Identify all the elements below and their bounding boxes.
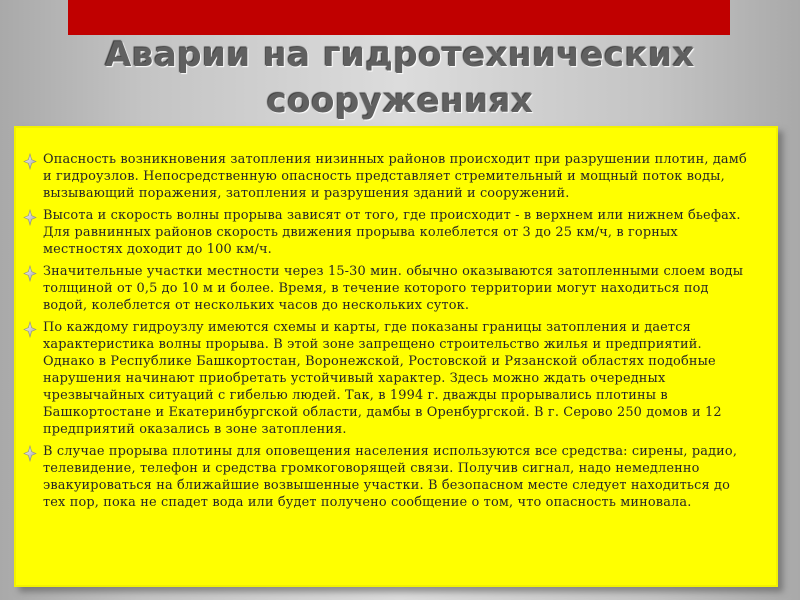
bullet-text: В случае прорыва плотины для оповещения населения используются все средства: сирены, радио, телевидение, телефон и средства громкоговорящей связи. Получив сигнал, надо немедленно эвакуироваться на ближайшие возвышенные участки. В безопасном месте следует находиться до тех пор, пока не спадет вода или будет получено сообщение о том, что опасность миновала. <box>43 444 738 510</box>
sparkle-bullet-icon <box>23 265 37 282</box>
bullet-text: По каждому гидроузлу имеются схемы и карты, где показаны границы затопления и дается характеристика волны прорыва. В этой зоне запрещено строительство жилья и предприятий. Однако в Республике Башкортостан, Воронежской, Ростовской и Рязанской областях подобные нарушения начинают приобретать устойчивый характер. Здесь можно ждать очередных чрезвычайных ситуаций с гибелью людей. Так, в 1994 г. дважды прорывались плотины в Башкортостане и Екатеринбургской области, дамбы в Оренбургской. В г. Серово 250 домов и 12 предприятий оказались в зоне затопления. <box>43 320 722 437</box>
bullet-text: Высота и скорость волны прорыва зависят от того, где происходит - в верхнем или нижнем бьефах. Для равнинных районов скорость движения прорыва колеблется от 3 до 25 км/ч, в горных местностях доходит до 100 км/ч. <box>43 208 741 257</box>
bullet-item <box>23 207 756 258</box>
bullet-item <box>23 151 756 202</box>
bullet-item <box>23 319 756 438</box>
bullet-item <box>23 263 756 314</box>
bullet-text: Значительные участки местности через 15-30 мин. обычно оказываются затопленными слоем воды толщиной от 0,5 до 10 м и более. Время, в течение которого территории могут находиться под водой, колеблется от нескольких часов до нескольких суток. <box>43 264 744 313</box>
bullet-text: Опасность возникновения затопления низинных районов происходит при разрушении плотин, дамб и гидроузлов. Непосредственную опасность представляет стремительный и мощный поток воды, вызывающий поражения, затопления и разрушения зданий и сооружений. <box>43 152 747 201</box>
sparkle-bullet-icon <box>23 321 37 338</box>
content-box <box>14 126 778 587</box>
sparkle-bullet-icon <box>23 153 37 170</box>
sparkle-bullet-icon <box>23 445 37 462</box>
slide-title: Аварии на гидротехнических сооружениях <box>104 35 695 121</box>
bullet-list <box>23 151 756 511</box>
bullet-item <box>23 443 756 511</box>
title-accent-band <box>68 0 730 35</box>
sparkle-bullet-icon <box>23 209 37 226</box>
